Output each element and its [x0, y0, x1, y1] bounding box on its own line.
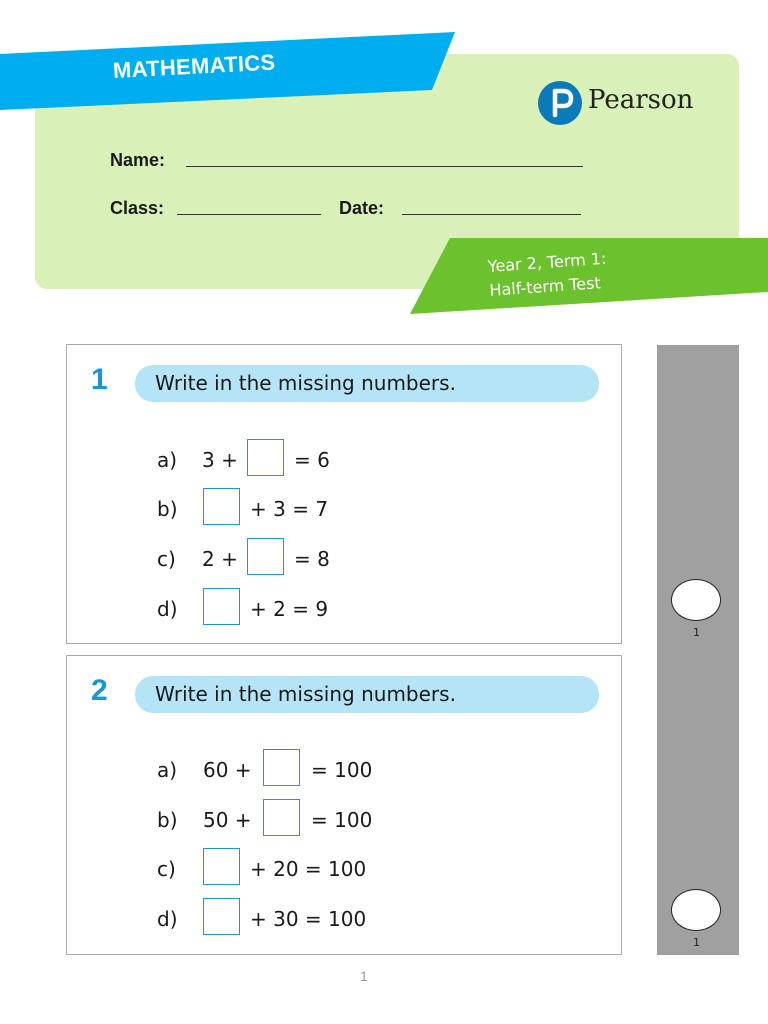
- date-field[interactable]: [402, 214, 581, 215]
- question-instruction: Write in the missing numbers.: [155, 371, 456, 395]
- answer-box[interactable]: [263, 749, 300, 786]
- answer-box[interactable]: [263, 799, 300, 836]
- item-text-after: + 30 = 100: [250, 907, 367, 931]
- answer-box[interactable]: [203, 898, 240, 935]
- item-text-before: 2 +: [202, 547, 238, 571]
- item-label: b): [157, 808, 178, 832]
- publisher-logo: [538, 81, 708, 125]
- answer-box[interactable]: [203, 588, 240, 625]
- question-instruction-pill: [135, 365, 599, 402]
- answer-box[interactable]: [247, 538, 284, 575]
- answer-box[interactable]: [203, 488, 240, 525]
- answer-box[interactable]: [203, 848, 240, 885]
- question-number: 1: [91, 363, 108, 396]
- item-label: a): [157, 448, 178, 472]
- item-text-before: 3 +: [202, 448, 238, 472]
- mark-circle-q2[interactable]: [671, 889, 721, 931]
- term-line-2: Half-term Test: [488, 273, 602, 300]
- question-number: 2: [91, 674, 108, 707]
- item-label: c): [157, 857, 176, 881]
- item-label: d): [157, 597, 178, 621]
- name-field[interactable]: [186, 166, 583, 167]
- item-text-before: 60 +: [203, 758, 252, 782]
- name-label: Name:: [110, 150, 166, 170]
- page-number: 1: [360, 968, 368, 984]
- class-field[interactable]: [177, 214, 321, 215]
- question-2-box: [66, 655, 622, 955]
- question-instruction-pill: [135, 676, 599, 713]
- item-text-after: + 3 = 7: [250, 497, 329, 521]
- item-text-after: = 8: [294, 547, 330, 571]
- item-label: d): [157, 907, 178, 931]
- item-text-after: = 100: [311, 758, 373, 782]
- subject-title: MATHEMATICS: [112, 49, 276, 83]
- item-text-before: 50 +: [203, 808, 252, 832]
- marks-value-q2: 1: [693, 936, 700, 949]
- class-label: Class:: [110, 198, 165, 218]
- publisher-name: Pearson: [588, 85, 694, 115]
- pearson-logo-icon: [538, 81, 582, 125]
- answer-box[interactable]: [247, 439, 284, 476]
- mark-circle-q1[interactable]: [671, 579, 721, 621]
- marks-value-q1: 1: [693, 626, 700, 639]
- marking-margin: [657, 345, 739, 955]
- item-label: c): [157, 547, 176, 571]
- question-instruction: Write in the missing numbers.: [155, 682, 456, 706]
- item-text-after: = 100: [311, 808, 373, 832]
- date-label: Date:: [339, 198, 385, 218]
- item-text-after: + 20 = 100: [250, 857, 367, 881]
- item-label: b): [157, 497, 178, 521]
- item-text-after: = 6: [294, 448, 330, 472]
- term-line-1: Year 2, Term 1:: [487, 248, 607, 276]
- question-1-box: [66, 344, 622, 644]
- term-label: [487, 247, 609, 303]
- item-text-after: + 2 = 9: [250, 597, 329, 621]
- item-label: a): [157, 758, 178, 782]
